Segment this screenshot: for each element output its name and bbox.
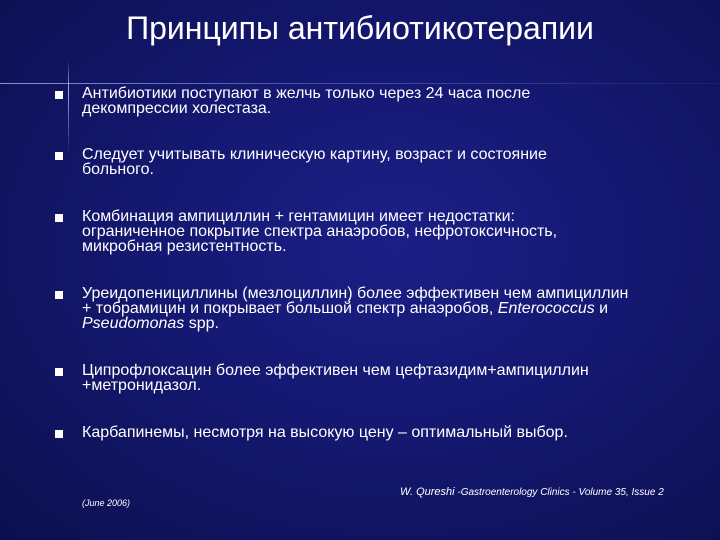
genus-enterococcus: Enterococcus (497, 300, 595, 317)
decorative-vertical-line (68, 60, 69, 155)
bullet-text (82, 86, 697, 116)
bullet-line-tail: spp. (184, 315, 219, 332)
bullet-line-text: + тобрамицин и покрывает большой спектр анаэробов, (82, 300, 498, 317)
square-bullet-icon (55, 91, 63, 99)
bullet-line: Антибиотики поступают в желчь только через 24 часа после (82, 85, 531, 102)
bullet-line: больного. (82, 161, 154, 178)
bullet-line: Следует учитывать клиническую картину, возраст и состояние (82, 146, 547, 163)
bullet-text (82, 425, 697, 440)
bullet-text (82, 286, 697, 331)
bullet-line: Карбапинемы, несмотря на высокую цену – оптимальный выбор. (82, 424, 568, 441)
bullet-line: декомпрессии холестаза. (82, 100, 272, 117)
citation-source: -Gastroenterology Clinics - Volume 35, Issue 2 (454, 487, 664, 498)
slide-title: Принципы антибиотикотерапии (126, 10, 594, 46)
bullet-line: +метронидазол. (82, 377, 202, 394)
bullet-line (82, 316, 697, 331)
citation-author: W. Qureshi (400, 486, 455, 498)
bullet-line: микробная резистентность. (82, 238, 287, 255)
bullet-line: ограниченное покрытие спектра анаэробов, нефротоксичность, (82, 223, 558, 240)
bullet-line: Уреидопенициллины (мезлоциллин) более эффективен чем ампициллин (82, 285, 629, 302)
bullet-line (82, 301, 697, 316)
decorative-horizontal-line (0, 83, 720, 84)
square-bullet-icon (55, 430, 63, 438)
bullet-line: Комбинация ампициллин + гентамицин имеет недостатки: (82, 208, 515, 225)
bullet-text (82, 209, 697, 254)
genus-pseudomonas: Pseudomonas (82, 315, 185, 332)
citation-date: (June 2006) (82, 498, 131, 508)
square-bullet-icon (55, 368, 63, 376)
square-bullet-icon (55, 291, 63, 299)
bullet-line-tail: и (594, 300, 609, 317)
square-bullet-icon (55, 152, 63, 160)
square-bullet-icon (55, 214, 63, 222)
bullet-text (82, 363, 697, 393)
citation (400, 486, 664, 498)
bullet-line: Ципрофлоксацин более эффективен чем цефтазидим+ампициллин (82, 362, 589, 379)
bullet-text (82, 147, 697, 177)
